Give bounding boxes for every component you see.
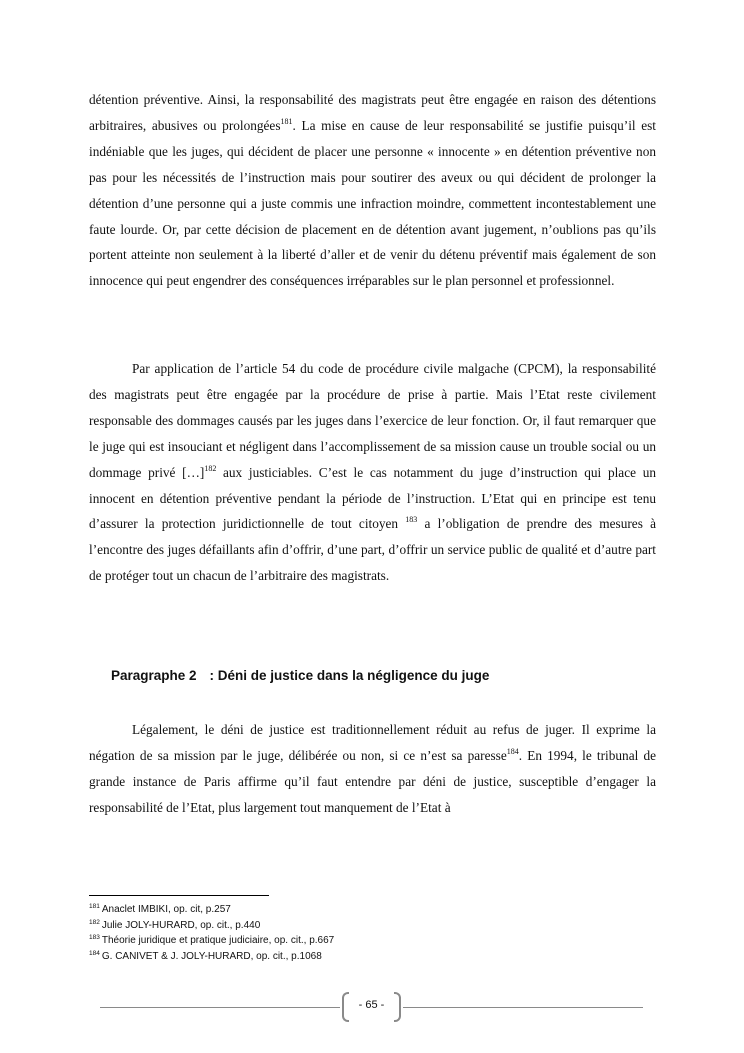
paragraph-3-text-b: . En 1994, le tribunal de grande instance de Paris affirme qu’il faut entendre par déni de justice, susceptible d’engager la responsabilité de l’Etat, plus largement tout manquement de l’Etat à <box>89 747 656 815</box>
footnote-ref-182[interactable]: 182 <box>204 463 217 473</box>
paragraph-3-text-a: Légalement, le déni de justice est traditionnellement réduit au refus de juger. Il exprime la négation de sa mission par le juge, délibérée ou non, si ce n’est sa paresse <box>89 722 656 763</box>
footnote-text: Théorie juridique et pratique judiciaire, op. cit., p.667 <box>101 935 335 946</box>
footnote-text: Julie JOLY-HURARD, op. cit., p.440 <box>101 919 261 931</box>
footnote-item <box>89 902 649 918</box>
footnotes <box>89 902 649 964</box>
paragraph-2-text-c: a l’obligation de prendre des mesures à l’encontre des juges défaillants afin d’offrir, d’une part, d’offrir un service public de qualité et d’autre part de protéger tout un chacun de l’arbitraire des magistrats. <box>89 516 656 584</box>
footnote-ref-184[interactable]: 184 <box>506 746 519 756</box>
footnote-number: 182 <box>89 918 100 926</box>
footnote-text: G. CANIVET & J. JOLY-HURARD, op. cit., p.1068 <box>101 950 322 962</box>
footer-brace-left <box>342 992 349 1022</box>
body-paragraph-3 <box>89 717 656 821</box>
footnote-item <box>89 933 649 949</box>
paragraph-2-text-b: aux justiciables. C’est le cas notamment du juge d’instruction qui place un innocent en détention préventive pendant la période de l’instruction. L’Etat qui en principe est tenu d’assurer la protection juridictionnelle de tout citoyen <box>89 464 656 532</box>
footnote-separator <box>89 895 269 896</box>
footer-rule-right <box>403 1007 643 1008</box>
body-paragraph-1 <box>89 87 656 294</box>
footnote-ref-183[interactable]: 183 <box>405 515 418 525</box>
footnote-number: 181 <box>89 903 100 910</box>
body-paragraph-2 <box>89 356 656 589</box>
footnote-number: 183 <box>89 934 100 941</box>
footnote-item <box>89 918 649 934</box>
page-number: - 65 - <box>358 999 385 1011</box>
paragraph-1-text-b: . La mise en cause de leur responsabilité se justifie puisqu’il est indéniable que les juges, qui décident de placer une personne « innocente » en détention préventive non pas pour les nécessités de l’instruction mais pour soutirer des aveux ou qui décident de prolonger la détention d’une personne qui a juste commis une infraction moindre, commettent incontestablement une faute lourde. Or, par cette décision de placement en de détention avant jugement, n’oublions pas qu’ils portent atteinte non seulement à la liberté d’aller et de venir du détenu préventif mais également de son innocence qui peut engendrer des conséquences irréparables sur le plan personnel et professionnel. <box>89 117 656 289</box>
footer-brace-right <box>394 992 401 1022</box>
section-heading-title: : Déni de justice dans la négligence du juge <box>209 668 490 683</box>
footer-rule-left <box>100 1007 340 1008</box>
section-heading <box>111 668 489 683</box>
footnote-ref-181[interactable]: 181 <box>280 116 293 126</box>
paragraph-2-text-a: Par application de l’article 54 du code de procédure civile malgache (CPCM), la responsabilité des magistrats peut être engagée par la procédure de prise à partie. Mais l’Etat reste civilement responsable des dommages causés par les juges dans l’exercice de leur fonction. Or, il faut remarquer que le juge qui est insouciant et négligent dans l’accomplissement de sa mission cause un trouble social ou un dommage privé […] <box>89 361 656 480</box>
footnote-item <box>89 949 649 965</box>
footnote-number: 184 <box>89 949 100 957</box>
section-heading-label: Paragraphe 2 <box>111 668 197 683</box>
paragraph-1-text-a: détention préventive. Ainsi, la responsabilité des magistrats peut être engagée en raison des détentions arbitraires, abusives ou prolongées <box>89 92 656 133</box>
footnote-text: Anaclet IMBIKI, op. cit, p.257 <box>101 904 231 915</box>
